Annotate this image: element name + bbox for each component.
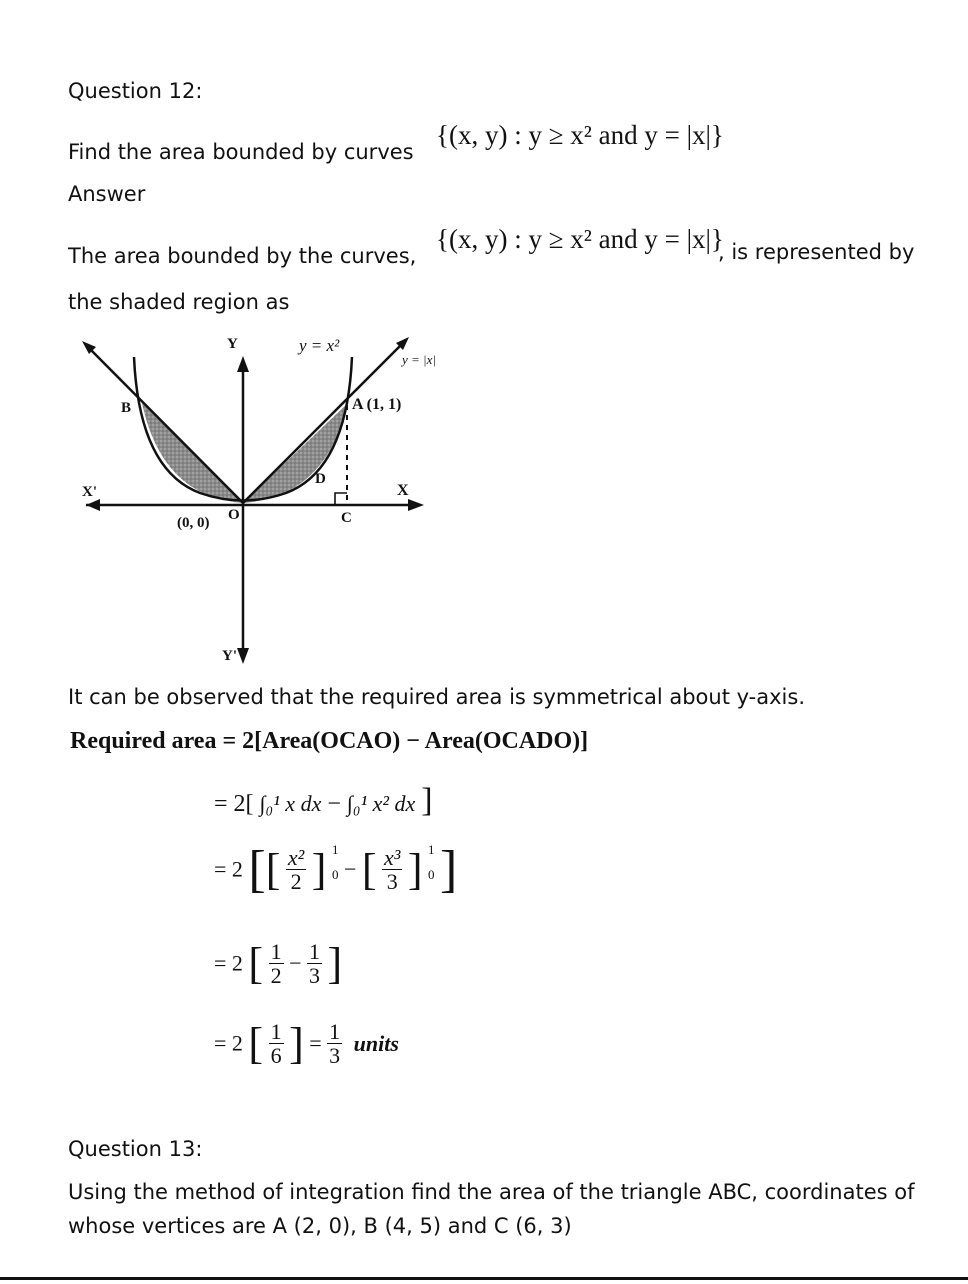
question-12-heading: Question 12: xyxy=(68,79,203,103)
bottom-rule xyxy=(0,1277,968,1280)
label-x-prime: X' xyxy=(82,484,97,500)
set-expression-repeat: {(x, y) : y ≥ x² and y = |x|} xyxy=(436,224,724,254)
label-point-o: O xyxy=(228,507,240,523)
step-3-lower-limit-1: 0 xyxy=(331,866,339,882)
step-3: = 2 [[ $\frac{\text{x²}}{2}$ ] 1 0 − [ $\frac{\text{x³}}{3}$ ] 1 0 ] xyxy=(214,841,458,898)
step-3-frac-1: $\frac{\text{x²}}{2}$ xyxy=(287,844,305,894)
intro-text-before: The area bounded by the curves, xyxy=(68,244,417,268)
step-3-frac-2: $\frac{\text{x³}}{3}$ xyxy=(384,844,401,894)
step-3-lower-limit-2: 0 xyxy=(428,866,435,882)
step-5-equals: = xyxy=(309,1030,322,1056)
observation-text: It can be observed that the required area is symmetrical about y-axis. xyxy=(68,685,806,709)
label-y-axis: Y xyxy=(227,336,238,352)
question-13-line-1: Using the method of integration find the area of the triangle ABC, coordinates of xyxy=(68,1180,915,1204)
set-expression: {(x, y) : y ≥ x² and y = |x|} xyxy=(436,120,724,150)
step-2-open: = 2[ xyxy=(214,791,254,817)
label-abs-line: y = |x| xyxy=(402,352,436,367)
x-axis-arrow-right xyxy=(408,499,424,511)
answer-label: Answer xyxy=(68,182,146,206)
step-4-lead: = 2 xyxy=(214,950,243,976)
y-axis-arrow-down xyxy=(237,648,249,664)
step-4: = 2 [ $\frac{1}{2}$ − $\frac{1}{3}$ ] xyxy=(214,938,343,988)
step-4-frac-1: $\frac{1}{2}$ xyxy=(270,938,282,988)
label-point-c: C xyxy=(341,510,352,526)
intro-text-after: , is represented by xyxy=(718,240,915,264)
abs-line-left xyxy=(86,345,243,503)
step-3-upper-limit-1: 1 xyxy=(331,841,339,857)
label-x-axis: X xyxy=(397,482,409,499)
step-5-units: units xyxy=(353,1030,399,1056)
step-5-frac-2: $\frac{1}{3}$ xyxy=(329,1018,341,1068)
step-2-minus: − xyxy=(327,791,341,817)
label-y-prime: Y' xyxy=(222,648,237,664)
step-2-integral-1: ∫₀¹ x dx xyxy=(259,791,322,816)
step-3-upper-limit-2: 1 xyxy=(428,841,435,857)
right-angle-marker xyxy=(335,493,347,505)
label-parabola: y = x² xyxy=(299,336,340,355)
label-point-a: A (1, 1) xyxy=(352,396,402,413)
step-2-close: ] xyxy=(421,782,433,819)
label-point-b: B xyxy=(121,400,132,416)
question-13-line-2: whose vertices are A (2, 0), B (4, 5) and C (6, 3) xyxy=(68,1214,572,1238)
intro-text-line2: the shaded region as xyxy=(68,290,290,314)
y-axis-arrow-up xyxy=(237,356,249,372)
label-point-d: D xyxy=(315,471,326,487)
step-5-frac-1: $\frac{1}{6}$ xyxy=(270,1018,282,1068)
step-3-lead: = 2 xyxy=(214,856,243,882)
step-5: = 2 [ $\frac{1}{6}$ ] = $\frac{1}{3}$ units xyxy=(214,1018,399,1068)
question-12-prompt: Find the area bounded by curves xyxy=(68,140,414,164)
question-13-heading: Question 13: xyxy=(68,1137,203,1161)
area-figure xyxy=(70,330,470,670)
step-2 xyxy=(214,782,433,820)
label-origin: (0, 0) xyxy=(177,515,210,531)
step-5-lead: = 2 xyxy=(214,1030,243,1056)
step-2-integral-2: ∫₀¹ x² dx xyxy=(346,791,416,816)
step-1-required-area: Required area = 2[Area(OCAO) − Area(OCADO)] xyxy=(70,728,589,754)
step-4-frac-2: $\frac{1}{3}$ xyxy=(309,938,320,988)
